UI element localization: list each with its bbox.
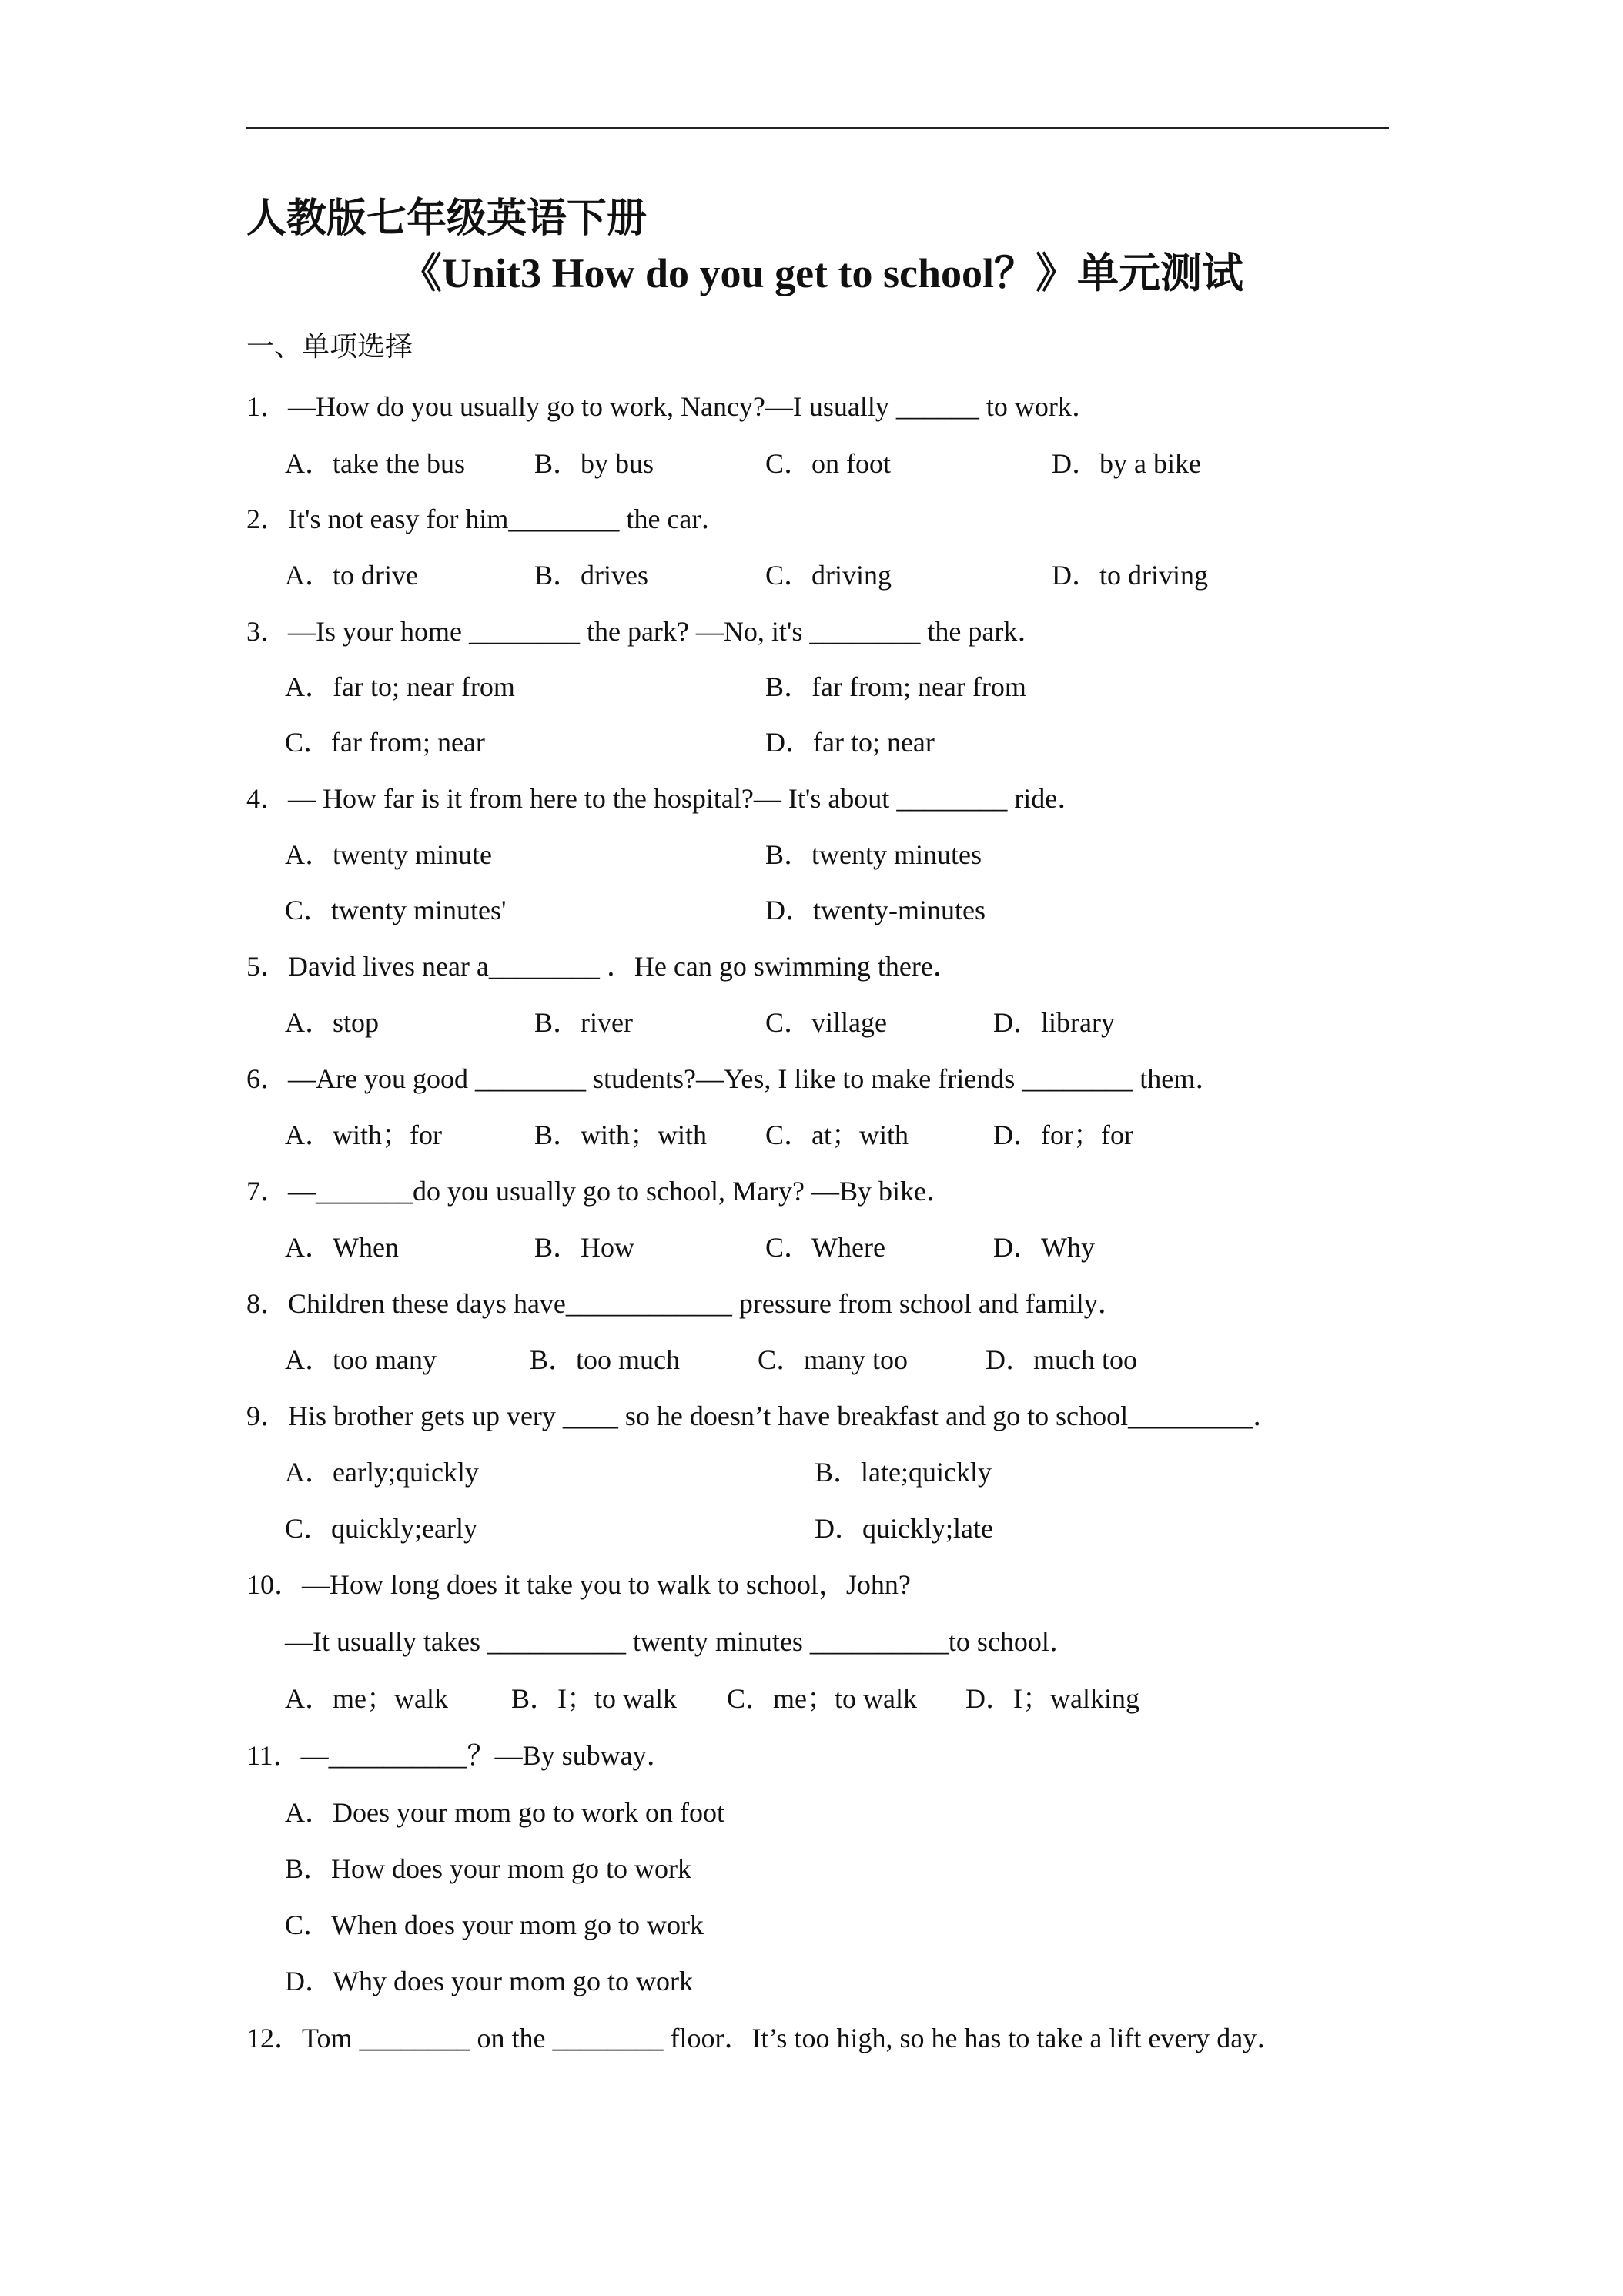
question-1-option-b: B．by bus (534, 448, 654, 479)
question-4-option-a: A．twenty minute (285, 839, 492, 870)
section-title: 一、单项选择 (246, 331, 413, 363)
question-7-option-b: B．How (534, 1232, 635, 1263)
question-2-stem: 2．It's not easy for him________ the car． (246, 504, 729, 534)
question-11-option-a: A．Does your mom go to work on foot (285, 1797, 724, 1828)
question-9-option-b: B．late;quickly (815, 1457, 992, 1488)
question-6-option-c: C．at；with (765, 1120, 909, 1150)
question-7-option-a: A．When (285, 1232, 399, 1263)
question-9-option-d: D．quickly;late (815, 1513, 993, 1544)
question-2-option-b: B．drives (534, 560, 648, 591)
question-9-stem: 9．His brother gets up very ____ so he doesn’t have breakfast and go to school_________． (246, 1401, 1281, 1431)
question-2-option-c: C．driving (765, 560, 892, 591)
question-6-option-d: D．for；for (993, 1120, 1133, 1150)
question-12-stem: 12．Tom ________ on the ________ floor．It’s too high, so he has to take a lift every day． (246, 2023, 1285, 2053)
question-8-stem: 8．Children these days have____________ pressure from school and family． (246, 1288, 1126, 1319)
question-4-stem: 4．— How far is it from here to the hospital?— It's about ________ ride． (246, 783, 1086, 814)
question-4-option-b: B．twenty minutes (765, 839, 982, 870)
question-10-option-d: D．I；walking (965, 1683, 1139, 1714)
question-10-option-a: A．me；walk (285, 1683, 448, 1714)
question-10-stem-line-2: —It usually takes __________ twenty minutes __________to school． (285, 1626, 1077, 1657)
question-1-option-a: A．take the bus (285, 448, 465, 479)
question-1-stem: 1．—How do you usually go to work, Nancy?—I usually ______ to work． (246, 391, 1099, 422)
question-3-option-c: C．far from; near (285, 727, 485, 758)
question-8-option-d: D．much too (986, 1344, 1137, 1375)
question-6-option-b: B．with；with (534, 1120, 708, 1150)
question-5-stem: 5．David lives near a________ ．He can go swimming there． (246, 951, 961, 982)
question-3-option-d: D．far to; near (765, 727, 935, 758)
question-1-option-c: C．on foot (765, 448, 892, 479)
question-4-option-c: C．twenty minutes' (285, 895, 507, 925)
question-5-option-b: B．river (534, 1007, 633, 1038)
question-9-option-a: A．early;quickly (285, 1457, 479, 1488)
title-line-2: 《Unit3 How do you get to school？》单元测试 (400, 250, 1244, 296)
question-11-option-b: B．How does your mom go to work (285, 1853, 691, 1884)
question-9-option-c: C．quickly;early (285, 1513, 477, 1544)
question-10-option-c: C．me；to walk (727, 1683, 917, 1714)
question-10-option-b: B．I；to walk (511, 1683, 677, 1714)
question-3-stem: 3．—Is your home ________ the park? —No, it's ________ the park． (246, 616, 1046, 647)
question-1-option-d: D．by a bike (1052, 448, 1201, 479)
header-rule (246, 127, 1389, 129)
question-11-stem: 11．—__________？—By subway． (246, 1740, 674, 1771)
question-8-option-a: A．too many (285, 1344, 437, 1375)
question-7-stem: 7．—_______do you usually go to school, Mary? —By bike． (246, 1176, 954, 1207)
question-6-stem: 6．—Are you good ________ students?—Yes, I like to make friends ________ them． (246, 1063, 1223, 1094)
question-7-option-d: D．Why (993, 1232, 1095, 1263)
question-11-option-d: D．Why does your mom go to work (285, 1966, 693, 1996)
question-3-option-b: B．far from; near from (765, 671, 1026, 702)
question-8-option-b: B．too much (530, 1344, 680, 1375)
question-4-option-d: D．twenty-minutes (765, 895, 986, 925)
question-5-option-c: C．village (765, 1007, 887, 1038)
question-3-option-a: A．far to; near from (285, 671, 515, 702)
title-line-1: 人教版七年级英语下册 (246, 196, 648, 242)
question-6-option-a: A．with；for (285, 1120, 442, 1150)
question-8-option-c: C．many too (758, 1344, 908, 1375)
question-5-option-d: D．library (993, 1007, 1115, 1038)
question-11-option-c: C．When does your mom go to work (285, 1909, 704, 1940)
question-10-stem: 10．—How long does it take you to walk to school，John? (246, 1569, 911, 1600)
question-5-option-a: A．stop (285, 1007, 380, 1038)
question-2-option-d: D．to driving (1052, 560, 1208, 591)
question-2-option-a: A．to drive (285, 560, 418, 591)
question-7-option-c: C．Where (765, 1232, 885, 1263)
